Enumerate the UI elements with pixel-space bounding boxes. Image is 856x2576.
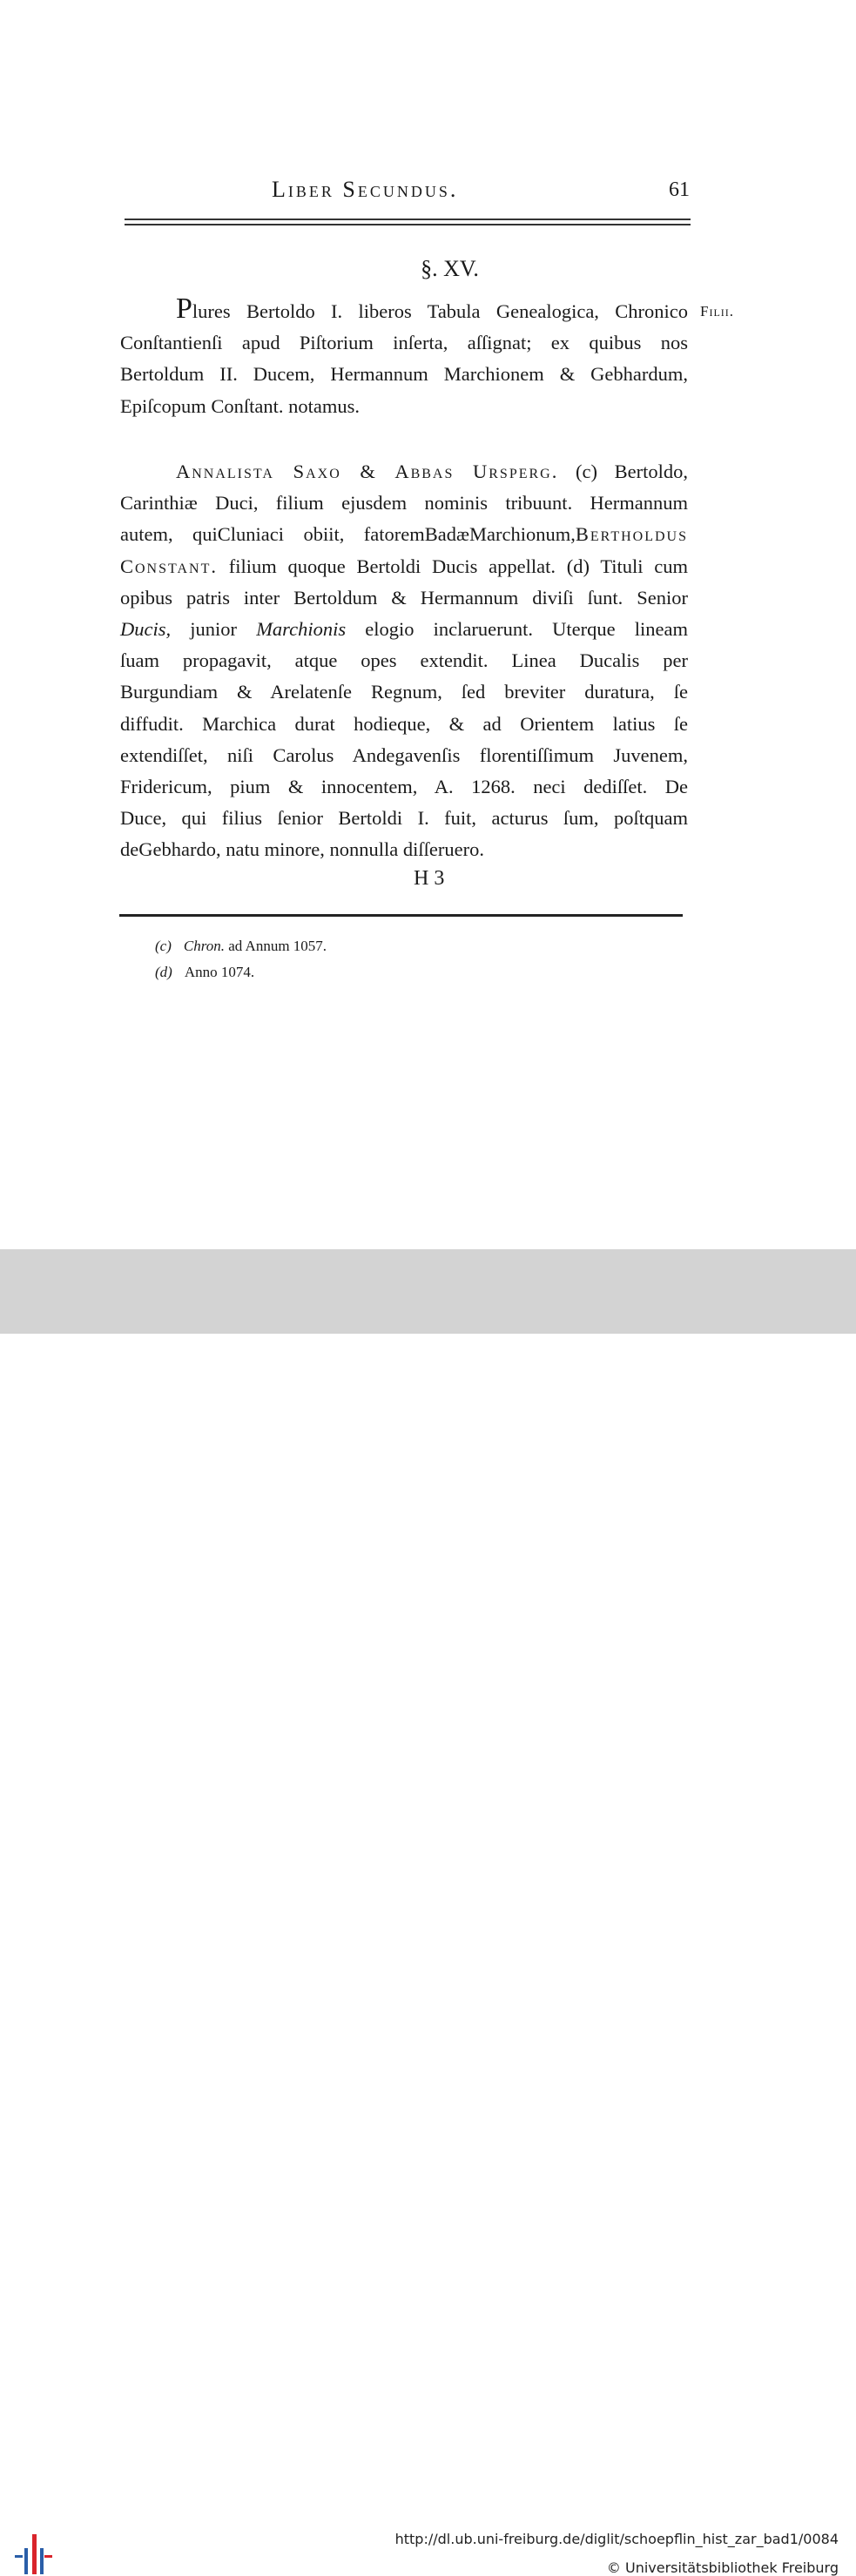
name-smallcaps: Bertholdus bbox=[575, 523, 688, 546]
drop-cap: P bbox=[176, 293, 192, 325]
signature-mark: H 3 bbox=[414, 867, 445, 890]
text-line: Carinthiæ Duci, filium ejusdem nominis tribuunt. Hermannum bbox=[120, 492, 688, 515]
text-line: Fridericum, pium & innocentem, A. 1268. neci dediſſet. De bbox=[120, 776, 688, 798]
author-names: Annalista Saxo & Abbas Ursperg. bbox=[176, 461, 559, 482]
text-line: diffudit. Marchica durat hodieque, & ad Orientem latius ſe bbox=[120, 712, 688, 735]
running-title: Liber Secundus. bbox=[272, 177, 459, 202]
footnote-c: (c) Chron. ad Annum 1057. bbox=[155, 938, 327, 954]
footnote-d: (d) Anno 1074. bbox=[155, 964, 255, 980]
text-line: Conſtantienſi apud Piſtorium inſerta, aſſignat; ex quibus nos bbox=[120, 332, 688, 354]
header-double-rule bbox=[125, 219, 691, 225]
library-logo-icon bbox=[14, 2534, 52, 2574]
copyright-text: © Universitätsbibliothek Freiburg bbox=[606, 2559, 839, 2576]
footnote-rule bbox=[119, 914, 683, 917]
text-line: ſuam propagavit, atque opes extendit. Linea Ducalis per bbox=[120, 649, 688, 672]
text-line: extendiſſet, niſi Carolus Andegavenſis florentiſſimum Juvenem, bbox=[120, 743, 688, 766]
margin-note: Filii. bbox=[700, 303, 735, 319]
footnotes bbox=[155, 933, 327, 985]
text-line: Epiſcopum Conſtant. notamus. bbox=[120, 394, 360, 417]
running-head bbox=[272, 177, 690, 212]
paragraph-2 bbox=[120, 456, 688, 866]
text-line: Annalista Saxo & Abbas Ursperg. (c) Bertoldo, bbox=[176, 461, 688, 482]
text-line: deGebhardo, natu minore, nonnulla diſſeruero. bbox=[120, 838, 484, 861]
text-line: Plures Bertoldo I. liberos Tabula Genealogica, Chronico bbox=[176, 293, 688, 325]
section-number: §. XV. bbox=[421, 256, 479, 281]
text-line: Duce, qui filius ſenior Bertoldi I. fuit, acturus ſum, poſtquam bbox=[120, 807, 688, 830]
paragraph-1 bbox=[120, 293, 688, 422]
text-line: Bertoldum II. Ducem, Hermannum Marchionem & Gebhardum, bbox=[120, 363, 688, 386]
page-number: 61 bbox=[669, 178, 690, 201]
text-line: opibus patris inter Bertoldum & Hermannum diviſi ſunt. Senior bbox=[120, 586, 688, 609]
footer-bar bbox=[0, 1249, 856, 2576]
name-smallcaps: Constant. bbox=[120, 555, 219, 577]
text-line: Burgundiam & Arelatenſe Regnum, ſed breviter duratura, ſe bbox=[120, 681, 688, 703]
source-url-link[interactable]: http://dl.ub.uni-freiburg.de/diglit/schoepflin_hist_zar_bad1/0084 bbox=[394, 2531, 839, 2547]
text-line: autem, quiCluniaci obiit, fatoremBadæMarchionum,Bertholdus bbox=[120, 523, 688, 546]
text-line: Ducis, junior Marchionis elogio inclaruerunt. Uterque lineam bbox=[120, 618, 688, 641]
text-line: Constant. filium quoque Bertoldi Ducis appellat. (d) Tituli cum bbox=[120, 555, 688, 577]
scanned-page bbox=[0, 0, 856, 1249]
